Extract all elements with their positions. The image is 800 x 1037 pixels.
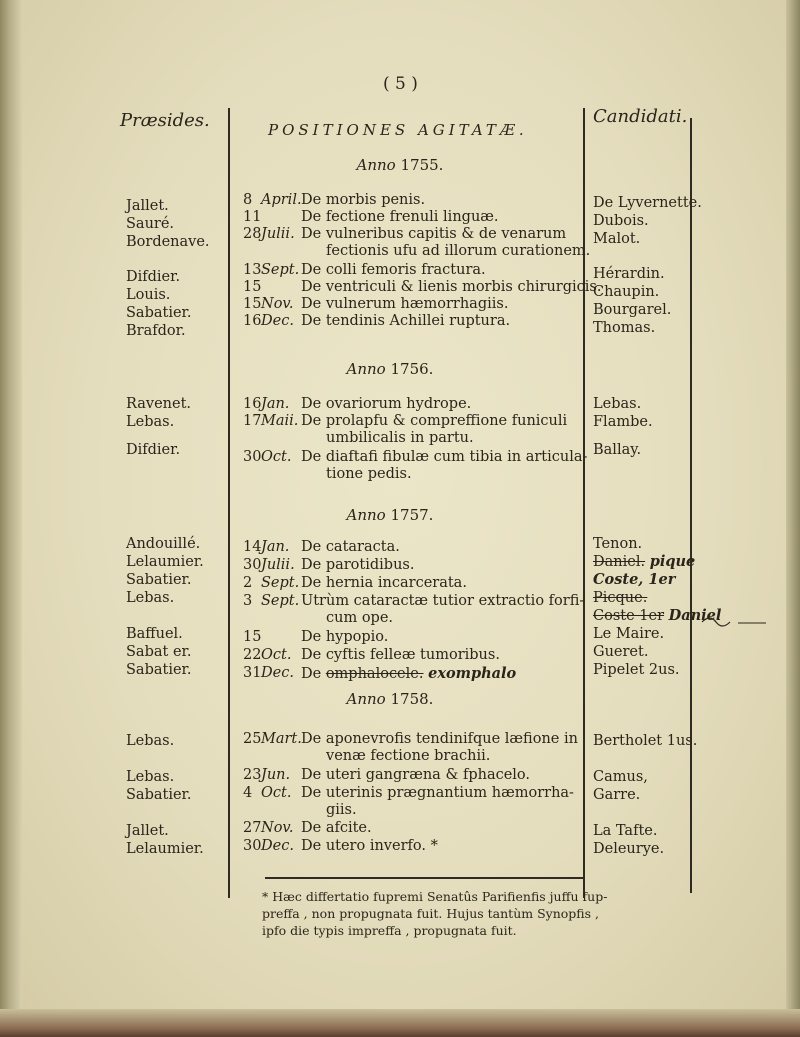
candidate-name: Ballay. [593, 442, 642, 458]
candidate-name: Dubois. [593, 213, 649, 229]
candidate-name: Coste 1er Daniel [593, 607, 722, 624]
candidate-name: Gueret. [593, 644, 649, 660]
candidati-header: Candidati. [593, 106, 688, 127]
positions-header: POSITIONES AGITATÆ. [268, 121, 528, 139]
candidati-group-1756 [593, 395, 653, 459]
candidate-name: Deleurye. [593, 841, 665, 857]
presides-name: Sabatier. [126, 305, 192, 321]
handwritten-correction: pique [649, 553, 696, 570]
candidate-name: Le Maire. [593, 626, 665, 642]
year-heading-1756: Anno 1756. [346, 360, 434, 378]
handwritten-arrow-mark [700, 612, 770, 632]
column-rule-left [228, 108, 230, 898]
presides-name: Andouillé. [126, 536, 201, 552]
presides-name: Lelaumier. [126, 554, 204, 570]
presides-name: Jallet. [126, 823, 169, 839]
candidate-name: Lebas. [593, 396, 642, 412]
presides-name: Sabatier. [126, 572, 192, 588]
footnote: * Hæc differtatio fupremi Senatûs Parifienfis juffu fup- preffa , non propugnata fuit. Hujus tantùm Synopfis , ipfo die typis impreffa , propugnata fuit. [262, 889, 608, 938]
handwritten-correction: exomphalo [428, 665, 517, 682]
candidate-name: Camus, [593, 769, 648, 785]
candidati-group-1755 [593, 194, 702, 337]
candidate-name: De Lyvernette. [593, 195, 702, 211]
presides-name: Lebas. [126, 769, 175, 785]
page-left-edge [0, 0, 22, 1037]
presides-name: Brafdor. [126, 323, 186, 339]
presides-group-1755 [126, 197, 210, 340]
presides-name: Ravenet. [126, 396, 192, 412]
presides-name: Difdier. [126, 442, 181, 458]
handwritten-correction: Daniel [668, 607, 722, 624]
candidate-name: Daniel. pique [593, 553, 696, 570]
candidate-name: La Tafte. [593, 823, 658, 839]
year-heading-1757: Anno 1757. [346, 506, 434, 524]
page-number: ( 5 ) [383, 74, 418, 94]
presides-name: Sauré. [126, 216, 175, 232]
presides-name: Sabat er. [126, 644, 192, 660]
presides-name: Louis. [126, 287, 171, 303]
candidati-group-1758 [593, 732, 697, 858]
presides-name: Lebas. [126, 414, 175, 430]
candidate-name: Thomas. [593, 320, 656, 336]
presides-name: Bordenave. [126, 234, 210, 250]
book-page: ( 5 ) Præsides. POSITIONES AGITATÆ. Candidati. Anno 1755. Anno 1756. Anno 1757. Anno 1758. Jallet. Sauré. Bordenave. Difdier. Louis. Sabatier. Brafdor. Ravenet. Lebas. Difdier. Andouillé. Lelaumier. Sabatier. Lebas. Baffuel. Sabat er. Sabatier. Lebas. Lebas. Sabatier. Jallet. Lelaumier. 8 April. De morbis penis. 11 De fectione frenuli linguæ. 28 Julii. De vulneribus capitis & de venarum fectionis ufu ad illorum curationem. 13 Sept. De colli femoris fractura. 15 De ventriculi & lienis morbis chirurgicis. 15 Nov. De vulnerum hæmorrhagiis. 16 Dec. De tendinis Achillei ruptura. 16 Jan. De ovariorum hydrope. 17 Maii. De prolapfu & compreffione funiculi umbilicalis in partu. 30 Oct. De diaftafi fibulæ cum tibia in articula- tione pedis. 14 Jan. De cataracta. 30 Julii. De parotidibus. 2 Sept. De hernia incarcerata. 3 Sept. Utrùm cataractæ tutior extractio forfi- cum ope. 15 De hypopio. 22 Oct. De cyftis felleæ tumoribus. 31 Dec. De omphalocele. exomphalo 25 Mart. De aponevrofis tendinifque læfione in venæ fectione brachii. 23 Jun. De uteri gangræna & fphacelo. 4 Oct. De uterinis prægnantium hæmorrha- giis. 27 Nov. De afcite. 30 Dec. De utero inverfo. * De Lyvernette. Dubois. Malot. Hérardin. Chaupin. Bourgarel. Thomas. Lebas. Flambe. Ballay. Tenon. Daniel. pique Coste, 1er Picque. Coste 1er Daniel Le Maire. Gueret. Pipelet 2us. Bertholet 1us. Camus, Garre. La Tafte. Deleurye. * Hæc differtatio fupremi Senatûs Parifienfis juffu fup- preffa , non propugnata fuit. Hujus tantùm Synopfis , ipfo die typis impreffa , propugnata fuit. [0, 0, 800, 1037]
candidate-name: Malot. [593, 231, 641, 247]
candidate-name: Chaupin. [593, 284, 660, 300]
candidate-name: Picque. [593, 590, 648, 606]
presides-name: Sabatier. [126, 662, 192, 678]
candidate-name: Garre. [593, 787, 641, 803]
presides-group-1758 [126, 732, 204, 858]
presides-name: Lebas. [126, 590, 175, 606]
candidate-name: Pipelet 2us. [593, 662, 680, 678]
year-heading-1758: Anno 1758. [346, 690, 434, 708]
presides-name: Baffuel. [126, 626, 183, 642]
presides-name: Lebas. [126, 733, 175, 749]
candidate-name: Tenon. [593, 536, 643, 552]
candidate-name: Coste, 1er [593, 571, 676, 588]
presides-name: Lelaumier. [126, 841, 204, 857]
candidate-name: Hérardin. [593, 266, 665, 282]
book-binding-edge [0, 1009, 800, 1037]
presides-header: Præsides. [120, 110, 210, 131]
presides-group-1756 [126, 395, 191, 459]
presides-name: Difdier. [126, 269, 181, 285]
candidate-name: Bertholet 1us. [593, 733, 698, 749]
struck-word: omphalocele. [325, 666, 424, 682]
presides-name: Sabatier. [126, 787, 192, 803]
page-right-edge [786, 0, 800, 1037]
presides-group-1757 [126, 535, 204, 679]
candidate-name: Flambe. [593, 414, 653, 430]
candidati-group-1757 [593, 535, 721, 679]
year-heading-1755: Anno 1755. [356, 156, 444, 174]
footnote-rule [265, 877, 583, 879]
presides-name: Jallet. [126, 198, 169, 214]
candidate-name: Bourgarel. [593, 302, 672, 318]
